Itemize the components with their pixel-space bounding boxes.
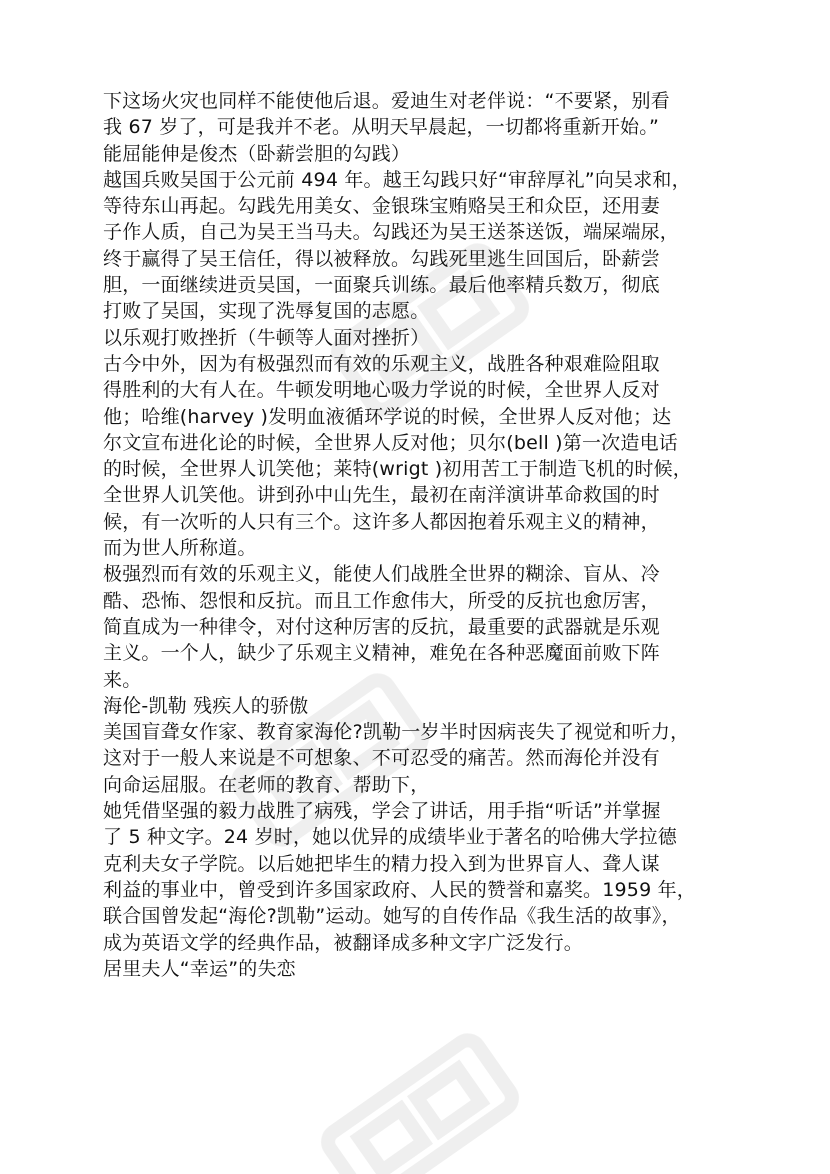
text-line: 她凭借坚强的毅力战胜了病残，学会了讲话，用手指“听话”并掌握 [103, 800, 661, 823]
text-line: 古今中外，因为有极强烈而有效的乐观主义，战胜各种艰难险阻取 [103, 352, 660, 375]
section-heading: 海伦-凯勒 残疾人的骄傲 [103, 694, 309, 717]
text-line: 酷、恐怖、怨恨和反抗。而且工作愈伟大，所受的反抗也愈厉害， [103, 589, 660, 612]
text-line: 的时候，全世界人讥笑他；莱特(wrigt )初用苦工于制造飞机的时候， [103, 458, 693, 481]
text-line: 极强烈而有效的乐观主义，能使人们战胜全世界的糊涂、盲从、冷 [103, 563, 660, 586]
text-line: 他；哈维(harvey )发明血液循环学说的时候，全世界人反对他；达 [103, 405, 672, 428]
text-line: 联合国曾发起“海伦?凯勒”运动。她写的自传作品《我生活的故事》， [103, 905, 681, 928]
section-heading: 能屈能伸是俊杰（卧薪尝胆的勾践） [103, 142, 411, 165]
text-line: 子作人质，自己为吴王当马夫。勾践还为吴王送茶送饭，端屎端尿， [103, 221, 680, 244]
text-line: 全世界人讥笑他。讲到孙中山先生，最初在南洋演讲革命救国的时 [103, 484, 660, 507]
text-line: 简直成为一种律令，对付这种厉害的反抗，最重要的武器就是乐观 [103, 615, 660, 638]
text-line: 利益的事业中，曾受到许多国家政府、人民的赞誉和嘉奖。1959 年， [103, 878, 696, 901]
text-line: 候，有一次听的人只有三个。这许多人都因抱着乐观主义的精神， [103, 510, 660, 533]
text-line: 而为世人所称道。 [103, 537, 257, 560]
text-line: 胆，一面继续进贡吴国，一面聚兵训练。最后他率精兵数万，彻底 [103, 274, 660, 297]
text-line: 得胜利的大有人在。牛顿发明地心吸力学说的时候，全世界人反对 [103, 379, 660, 402]
text-line: 下这场火灾也同样不能使他后退。爱迪生对老伴说：“不要紧，别看 [103, 90, 670, 112]
text-line: 成为英语文学的经典作品，被翻译成多种文字广泛发行。 [103, 931, 584, 954]
document-body [103, 88, 753, 982]
text-line: 尔文宣布进化论的时候，全世界人反对他；贝尔(bell )第一次造电话 [103, 431, 678, 454]
text-line: 了 5 种文字。24 岁时，她以优异的成绩毕业于著名的哈佛大学拉德 [103, 826, 677, 849]
text-line: 主义。一个人，缺少了乐观主义精神，难免在各种恶魔面前败下阵 [103, 642, 660, 665]
text-line: 我 67 岁了，可是我并不老。从明天早晨起，一切都将重新开始。” [103, 116, 660, 139]
section-heading: 居里夫人“幸运”的失恋 [103, 957, 296, 980]
text-line: 越国兵败吴国于公元前 494 年。越王勾践只好“审辞厚礼”向吴求和， [103, 168, 691, 191]
text-line: 来。 [103, 668, 142, 691]
text-line: 美国盲聋女作家、教育家海伦?凯勒一岁半时因病丧失了视觉和听力， [103, 721, 690, 744]
text-line: 打败了吴国，实现了洗辱复国的志愿。 [103, 300, 430, 323]
text-line: 向命运屈服。在老师的教育、帮助下， [103, 773, 430, 796]
text-line: 终于赢得了吴王信任，得以被释放。勾践死里逃生回国后，卧薪尝 [103, 247, 660, 270]
text-line: 克利夫女子学院。以后她把毕生的精力投入到为世界盲人、聋人谋 [103, 852, 660, 875]
text-line: 这对于一般人来说是不可想象、不可忍受的痛苦。然而海伦并没有 [103, 747, 660, 770]
text-line: 等待东山再起。勾践先用美女、金银珠宝贿赂吴王和众臣，还用妻 [103, 195, 660, 218]
section-heading: 以乐观打败挫折（牛顿等人面对挫折） [103, 326, 430, 349]
